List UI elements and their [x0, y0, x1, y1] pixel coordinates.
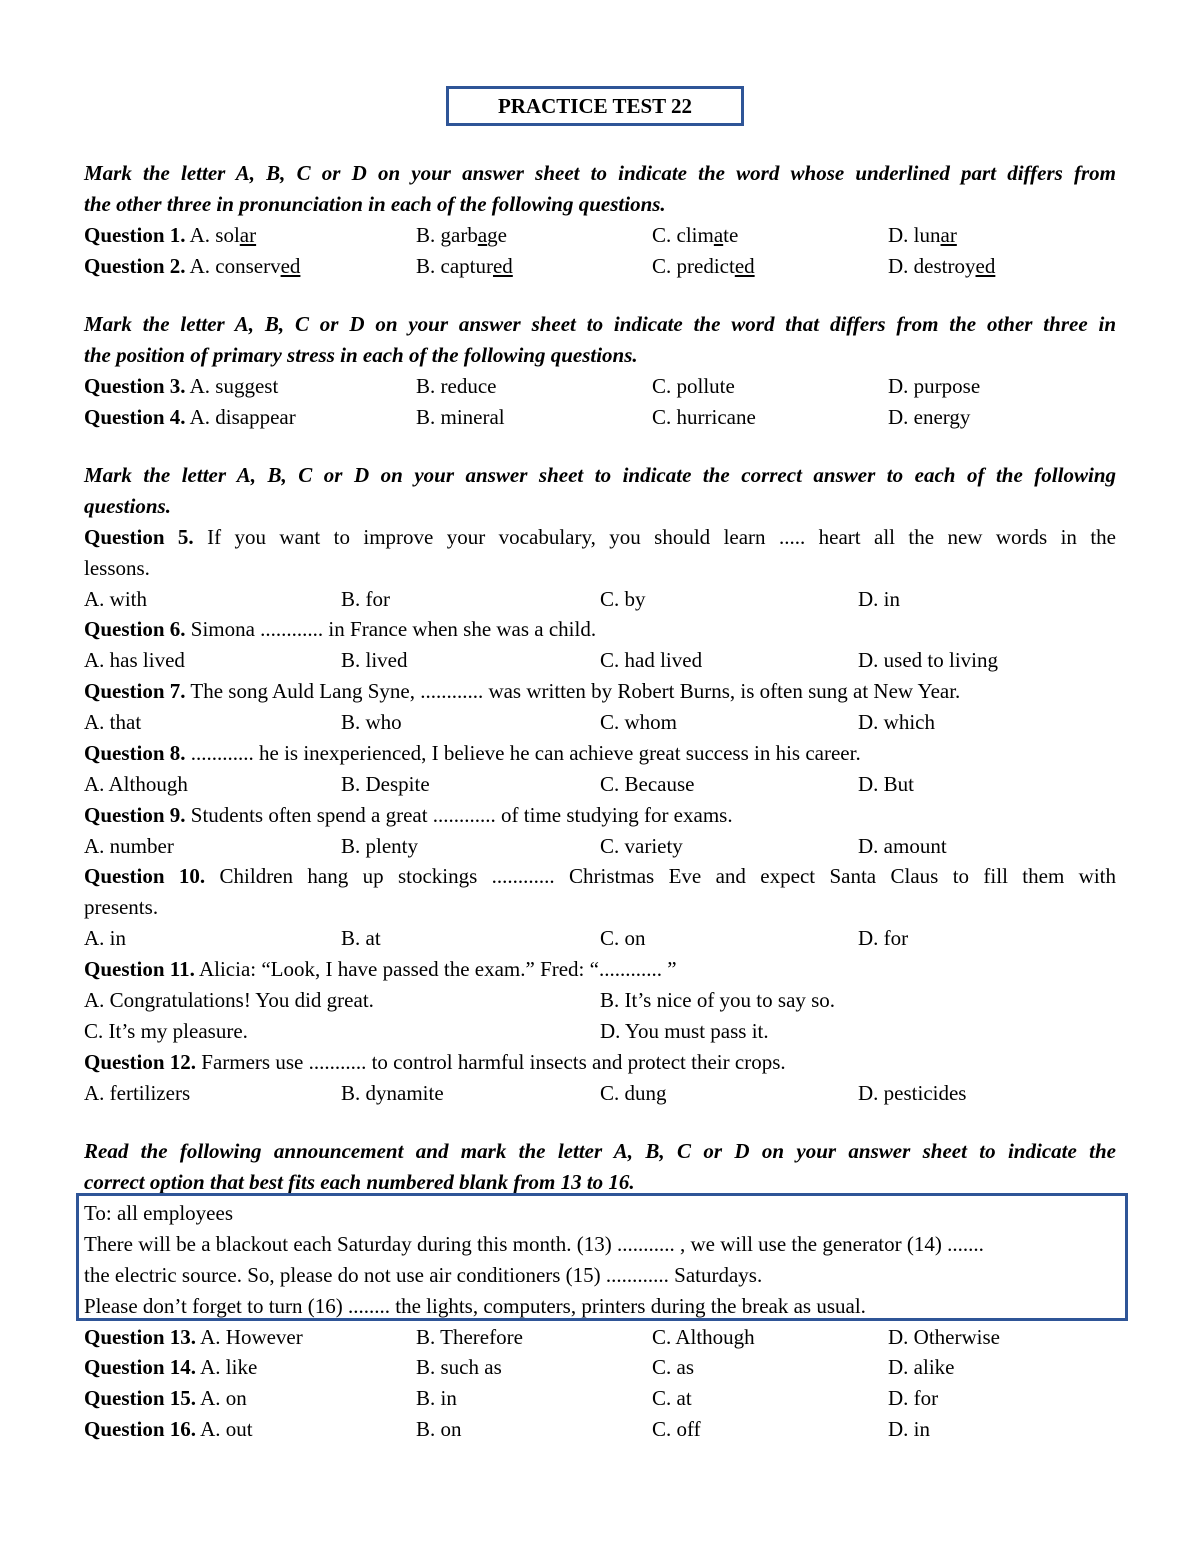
option-c: C. on	[600, 926, 646, 950]
option-a: A. with	[84, 587, 147, 611]
option-c: C. Although	[652, 1325, 755, 1349]
question-label: Question 15.	[84, 1386, 197, 1410]
option-a: A. has lived	[84, 648, 185, 672]
stress-instruction-line1: Mark the letter A, B, C or D on your answer sheet to indicate the word that differs from the other three in	[84, 312, 1116, 336]
option-c: C. off	[652, 1417, 701, 1441]
option-a: A. solar	[185, 223, 257, 247]
announcement-line-1: To: all employees	[84, 1201, 233, 1225]
question-label: Question 3.	[84, 374, 186, 398]
question-label: Question 4.	[84, 405, 186, 429]
option-d: D. in	[858, 587, 900, 611]
option-c: C. had lived	[600, 648, 703, 672]
question-9-options	[84, 831, 1116, 862]
question-label: Question 12.	[84, 1050, 197, 1074]
pronunciation-instruction-line1: Mark the letter A, B, C or D on your answer sheet to indicate the word whose underlined part differs from	[84, 161, 1116, 185]
option-b: B. mineral	[416, 405, 505, 429]
option-a: A. Although	[84, 772, 188, 796]
option-b: B. lived	[341, 648, 408, 672]
option-b: B. such as	[416, 1355, 502, 1379]
question-12-options	[84, 1078, 1116, 1109]
stress-instruction-line2: the position of primary stress in each of the following questions.	[84, 343, 638, 367]
question-label: Question 11.	[84, 957, 195, 981]
question-9-text: Question 9. Students often spend a great ............ of time studying for exams.	[84, 803, 733, 827]
option-d: D. You must pass it.	[600, 1019, 769, 1043]
question-6-options	[84, 645, 1116, 676]
option-c: C. as	[652, 1355, 694, 1379]
option-d: D. lunar	[888, 223, 957, 247]
test-title: PRACTICE TEST 22	[497, 93, 693, 118]
option-a: A. conserved	[185, 254, 301, 278]
option-a: A. However	[196, 1325, 303, 1349]
option-a: A. disappear	[185, 405, 296, 429]
question-label: Question 6.	[84, 617, 186, 641]
option-d: D. purpose	[888, 374, 981, 398]
question-label: Question 9.	[84, 803, 186, 827]
question-11-options-row1	[84, 985, 1116, 1016]
question-label: Question 14.	[84, 1355, 197, 1379]
option-b: B. reduce	[416, 374, 497, 398]
question-row-15	[84, 1383, 1116, 1414]
question-row-2	[84, 251, 1116, 282]
announcement-instruction-line1: Read the following announcement and mark the letter A, B, C or D on your answer sheet to indicate the	[84, 1139, 1116, 1163]
question-5-options	[84, 584, 1116, 615]
grammar-instruction-line1: Mark the letter A, B, C or D on your answer sheet to indicate the correct answer to each of the following	[84, 463, 1116, 487]
option-c: C. at	[652, 1386, 692, 1410]
question-10-text-line1: Question 10. Children hang up stockings ............ Christmas Eve and expect Santa Claus to fill them with	[84, 864, 1116, 888]
option-b: B. in	[416, 1386, 457, 1410]
question-8-options	[84, 769, 1116, 800]
question-label: Question 8.	[84, 741, 186, 765]
question-10-text-line2: presents.	[84, 895, 159, 919]
option-d: D. energy	[888, 405, 971, 429]
option-d: D. amount	[858, 834, 947, 858]
option-c: C. predicted	[652, 254, 755, 278]
question-11-text: Question 11. Alicia: “Look, I have passed the exam.” Fred: “............ ”	[84, 957, 677, 981]
option-a: A. on	[196, 1386, 247, 1410]
question-row-3	[84, 371, 1116, 402]
option-b: B. garbage	[416, 223, 507, 247]
question-row-4	[84, 402, 1116, 433]
option-c: C. hurricane	[652, 405, 756, 429]
option-b: B. Therefore	[416, 1325, 523, 1349]
option-b: B. at	[341, 926, 381, 950]
option-c: C. climate	[652, 223, 739, 247]
question-5-text-line2: lessons.	[84, 556, 150, 580]
question-8-text: Question 8. ............ he is inexperienced, I believe he can achieve great success in his career.	[84, 741, 861, 765]
option-c: C. pollute	[652, 374, 735, 398]
option-a: A. suggest	[185, 374, 279, 398]
question-label: Question 7.	[84, 679, 186, 703]
question-label: Question 2.	[84, 254, 186, 278]
option-d: D. But	[858, 772, 915, 796]
option-c: C. whom	[600, 710, 678, 734]
announcement-line-2: There will be a blackout each Saturday during this month. (13) ........... , we will use the generator (14) .......	[84, 1232, 984, 1256]
question-row-1	[84, 220, 1116, 251]
announcement-line-3: the electric source. So, please do not use air conditioners (15) ............ Saturdays.	[84, 1263, 763, 1287]
question-row-14	[84, 1352, 1116, 1383]
option-c: C. by	[600, 587, 646, 611]
option-d: D. which	[858, 710, 935, 734]
question-5-text-line1: Question 5. If you want to improve your vocabulary, you should learn ..... heart all the new words in the	[84, 525, 1117, 549]
question-label: Question 10.	[84, 864, 206, 888]
question-label: Question 1.	[84, 223, 186, 247]
option-a: A. number	[84, 834, 174, 858]
question-7-text: Question 7. The song Auld Lang Syne, ............ was written by Robert Burns, is often sung at New Year.	[84, 679, 961, 703]
option-d: D. for	[858, 926, 909, 950]
question-label: Question 5.	[84, 525, 194, 549]
question-11-options-row2	[84, 1016, 1116, 1047]
question-10-options	[84, 923, 1116, 954]
option-d: D. in	[888, 1417, 930, 1441]
test-title-box	[446, 86, 744, 126]
option-a: A. that	[84, 710, 142, 734]
option-b: B. Despite	[341, 772, 430, 796]
option-a: A. like	[196, 1355, 258, 1379]
option-d: D. destroyed	[888, 254, 996, 278]
option-b: B. captured	[416, 254, 513, 278]
option-d: D. for	[888, 1386, 939, 1410]
option-a: A. in	[84, 926, 126, 950]
option-b: B. plenty	[341, 834, 418, 858]
option-b: B. dynamite	[341, 1081, 444, 1105]
question-label: Question 13.	[84, 1325, 197, 1349]
option-a: A. Congratulations! You did great.	[84, 988, 374, 1012]
option-c: C. It’s my pleasure.	[84, 1019, 248, 1043]
option-b: B. It’s nice of you to say so.	[600, 988, 836, 1012]
grammar-instruction-line2: questions.	[84, 494, 171, 518]
question-6-text: Question 6. Simona ............ in France when she was a child.	[84, 617, 597, 641]
question-row-13	[84, 1322, 1116, 1353]
option-b: B. on	[416, 1417, 462, 1441]
question-label: Question 16.	[84, 1417, 197, 1441]
option-b: B. who	[341, 710, 402, 734]
option-a: A. fertilizers	[84, 1081, 191, 1105]
question-row-16	[84, 1414, 1116, 1445]
announcement-instruction-line2: correct option that best fits each numbered blank from 13 to 16.	[84, 1170, 635, 1194]
pronunciation-instruction-line2: the other three in pronunciation in each of the following questions.	[84, 192, 666, 216]
option-d: D. Otherwise	[888, 1325, 1000, 1349]
option-b: B. for	[341, 587, 390, 611]
option-c: C. variety	[600, 834, 683, 858]
option-d: D. pesticides	[858, 1081, 967, 1105]
option-d: D. used to living	[858, 648, 998, 672]
option-d: D. alike	[888, 1355, 955, 1379]
question-7-options	[84, 707, 1116, 738]
option-a: A. out	[196, 1417, 253, 1441]
option-c: C. dung	[600, 1081, 667, 1105]
option-c: C. Because	[600, 772, 695, 796]
question-12-text: Question 12. Farmers use ........... to control harmful insects and protect their crops.	[84, 1050, 786, 1074]
announcement-line-4: Please don’t forget to turn (16) ........ the lights, computers, printers during the break as usual.	[84, 1294, 866, 1318]
